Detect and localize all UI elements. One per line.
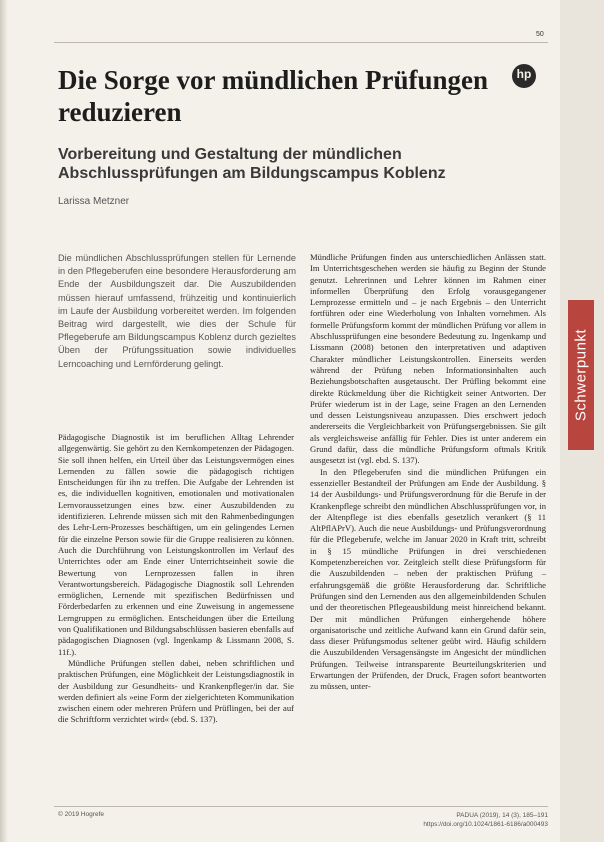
article-lead: Die mündlichen Abschlussprüfungen stellen für Lernende in den Pflegeberufen eine besondere Herausforderung am Ende der Ausbildungszeit dar. Die Auszubildenden müssen hierauf umfassend, frühzeitig und kontinuierlich im Laufe der Ausbildung vorbereitet werden. Im folgenden Beitrag wird dargestellt, wie dies der Schule für Pflegeberufe am Bildungscampus Koblenz durch gezieltes Üben der Prüfungssituation sowie individuelles Lerncoaching und Lernförderung gelingt. [58, 253, 296, 369]
doi-link[interactable]: https://doi.org/10.1024/1861-6186/a000493 [423, 821, 548, 828]
paragraph: Pädagogische Diagnostik ist im beruflichen Alltag Lehrender allgegenwärtig. Sie gehört zu den Kernkompetenzen der Pädagogen. Sie soll ihnen helfen, ein Urteil über das Leistungsvermögen eines Lernenden zu fällen sowie die pädagogisch richtigen Entscheidungen für ihn zu treffen. Die Aufgabe der Lehrenden ist es, die individuellen kognitiven, emotionalen und motivationalen Lernvoraussetzungen eines bzw. einer Auszubildenden zu identifizieren. Lehrende müssen sich mit den Rahmenbedingungen des Lehr-Lern-Prozesses beschäftigen, um ein gelingendes Lernen für die einzelne Person sowie für die Gruppe realisieren zu können. Auch die Durchführung von Leistungskontrollen im Verlauf des Unterrichtes oder am Ende einer Unterrichtseinheit sowie die Bewertung von Lernprozessen fallen in ihren Verantwortungsbereich. Pädagogische Diagnostik soll Lehrenden ermöglichen, Lernende mit spezifischen Bedürfnissen und Förderbedarfen zu erkennen und eine Zuweisung in angemessene Lerngruppen zu ermöglichen. Entscheidungen über die Erteilung von Qualifikationen und Bildungsabschlüssen basieren ebenfalls auf pädagogischen Diagnosen (vgl. Ingenkamp & Lissmann 2008, S. 11f.). [58, 432, 294, 657]
paragraph: Mündliche Prüfungen finden aus unterschiedlichen Anlässen statt. Im Unterrichtsgeschehen werden sie häufig zu Beginn der Stunde genutzt. Lehrerinnen und Lehrer können im Rahmen einer informellen Überprüfung den Erfolg vorausgegangener Lernprozesse ermitteln und – je nach Ergebnis – den Unterricht fortführen oder eine Wiederholung von Inhalten vornehmen. Als formelle Prüfungsform kommt der mündlichen Prüfung vor allem in Abschlussprüfungen eine besondere Bedeutung zu. Ingenkamp und Lissmann (2008) betonen den interpretativen und adaptiven Charakter mündlicher Leistungskontrollen. Einerseits werden während der Prüfung neben Informationsinhalten auch Beziehungsbotschaften ausgetauscht. Der Prüfling bekommt eine direkte Rückmeldung über die Richtigkeit seiner Antworten. Der Prüfer wiederum ist in der Lage, seine Fragen an den Lernenden und dessen Leistungsniveau anzupassen. Dies erschwert jedoch andererseits die Vergleichbarkeit von Prüfungsergebnissen. Sie gilt als vergleichsweise anfällig für Fehler. Dies ist unter anderem ein Grund dafür, dass die mündliche Prüfungsform oftmals Kritik ausgesetzt ist (vgl. ebd. S. 137). [310, 252, 546, 466]
section-label-text: Schwerpunkt [572, 328, 590, 422]
body-column-1 [58, 432, 294, 726]
body-column-2 [310, 252, 546, 693]
journal-logo-icon [512, 64, 536, 88]
paragraph: Mündliche Prüfungen stellen dabei, neben schriftlichen und praktischen Prüfungen, eine Möglichkeit der Leistungsdiagnostik in der Ausbildung zur Gesundheits- und Krankenpfleger/in dar. Sie werden definiert als »eine Form der zielgerichteten Kommunikation zwischen einem oder mehreren Prüfern und Prüflingen, bei der auf die Schriftform verzichtet wird« (ebd. S. 137). [58, 657, 294, 725]
bottom-rule [54, 806, 548, 807]
top-rule [54, 42, 548, 43]
paragraph: In den Pflegeberufen sind die mündlichen Prüfungen ein essenzieller Bestandteil der Prüfungen am Ende der Ausbildung. § 14 der Ausbildungs- und Prüfungsverordnung für die Berufe in der Krankenpflege schreibt den mündlichen Abschlussprüfungen vor, in der Altenpflege ist dies ebenfalls gesetzlich verankert (§ 11 AltPflAPrV). Auch die neue Ausbildungs- und Prüfungsverordnung für die Pflegeberufe, welche im Januar 2020 in Kraft tritt, schreibt in § 15 mündliche Prüfungen in drei verschiedenen Kompetenzbereichen vor. Zeitgleich stellt diese Prüfungsform für die Auszubildenden – neben der praktischen Prüfung – erfahrungsgemäß die größte Herausforderung dar. Schriftliche Prüfungen sind den Lernenden aus den allgemeinbildenden Schulen und der theoretischen Pflegeausbildung meist hinreichend bekannt. Der mit mündlichen Prüfungen einhergehende höhere organisatorische und zeitliche Aufwand kann ein Grund dafür sein, dass dieser Prüfungsmodus seltener geübt wird. Häufig schildern die Auszubildenden Versagensängste im Angesicht der mündlichen Prüfungen. Teilweise intransparente Beurteilungskriterien und Erwartungen der Prüfenden, der Druck, Fragen sofort beantworten zu müssen, unter- [310, 466, 546, 692]
page-number: 50 [536, 31, 544, 38]
article-title: Die Sorge vor mündlichen Prüfungen reduzieren [58, 65, 489, 127]
article-subtitle: Vorbereitung und Gestaltung der mündlichen Abschlussprüfungen am Bildungscampus Koblenz [58, 146, 446, 182]
author-name: Larissa Metzner [58, 196, 130, 207]
page-gutter-shadow [0, 0, 8, 842]
copyright: © 2019 Hogrefe [58, 811, 104, 818]
journal-logo-text: hp [516, 67, 532, 81]
citation-line: PADUA (2019), 14 (3), 185–191 [456, 812, 548, 819]
citation-footer [328, 811, 548, 829]
section-label-tab [568, 300, 594, 450]
